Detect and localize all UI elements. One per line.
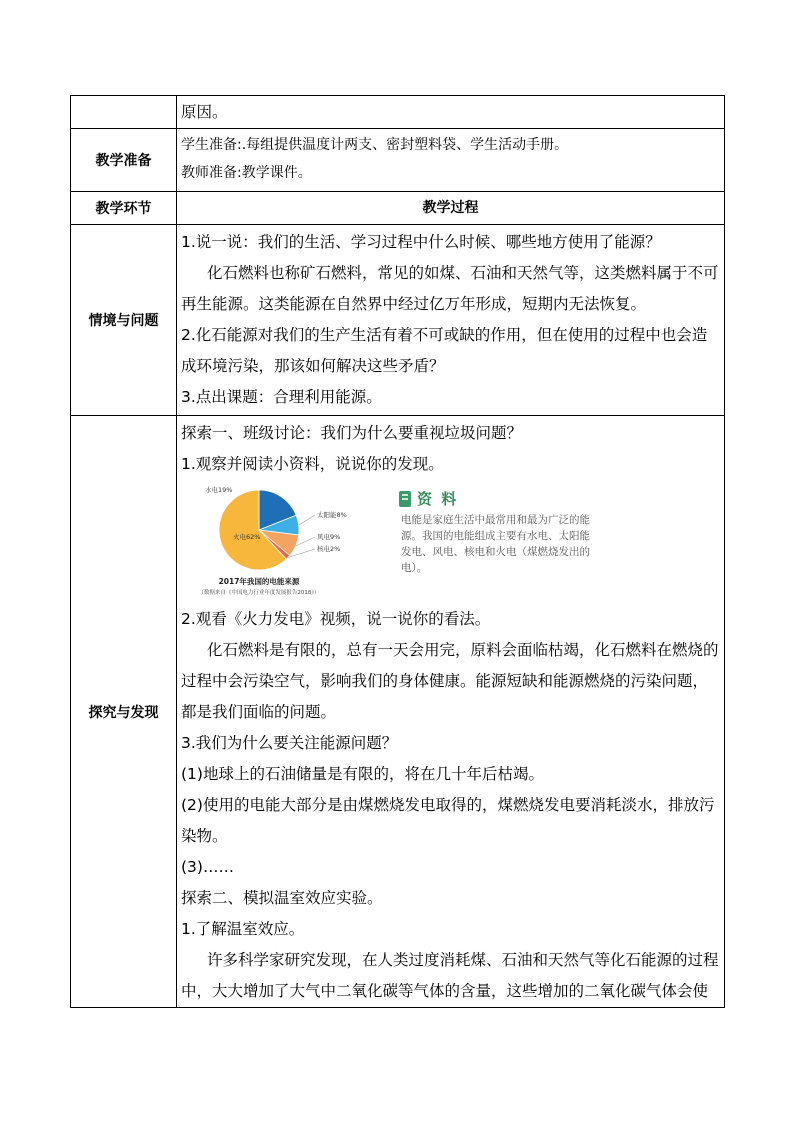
table-row bbox=[71, 96, 725, 129]
content-cell bbox=[177, 129, 725, 192]
leader-line-3 bbox=[296, 537, 315, 546]
paragraph: 许多科学家研究发现，在人类过度消耗煤、石油和天然气等化石能源的过程中，大大增加了大气中二氧化碳等气体的含量，这些增加的二氧化碳气体会使 bbox=[181, 951, 719, 1000]
resource-box bbox=[399, 488, 599, 576]
resource-title: 资 料 bbox=[417, 490, 459, 508]
leader-line-2 bbox=[299, 515, 315, 525]
teacher-prep-line: 教师准备:教学课件。 bbox=[181, 165, 312, 181]
empty-label-cell bbox=[71, 96, 177, 129]
content-cell bbox=[177, 416, 725, 1008]
paragraph: 原因。 bbox=[181, 103, 228, 121]
resource-header bbox=[399, 488, 599, 509]
paragraph: 3.我们为什么要关注能源问题？ bbox=[181, 734, 398, 752]
paragraph: 3.点出课题：合理利用能源。 bbox=[181, 388, 382, 406]
chart-subtitle: （数据来自《中国电力行业年度发展报告2018》） bbox=[198, 590, 320, 596]
process-header: 教学过程 bbox=[422, 200, 479, 216]
row-label-exploration: 探究与发现 bbox=[71, 416, 177, 1008]
lesson-plan-table bbox=[70, 95, 725, 1008]
paragraph: (1)地球上的石油储量是有限的，将在几十年后枯竭。 bbox=[181, 765, 544, 783]
table-row bbox=[71, 416, 725, 1008]
paragraph: 探索一、班级讨论：我们为什么要重视垃圾问题？ bbox=[181, 424, 523, 442]
pie-label-4: 核电2% bbox=[317, 545, 341, 553]
paragraph: 1.观察并阅读小资料，说说你的发现。 bbox=[181, 455, 444, 473]
header-cell bbox=[177, 192, 725, 225]
paragraph: 化石燃料是有限的，总有一天会用完，原料会面临枯竭，化石燃料在燃烧的过程中会污染空气，影响我们的身体健康。能源短缺和能源燃烧的污染问题，都是我们面临的问题。 bbox=[181, 641, 719, 721]
content-cell bbox=[177, 225, 725, 416]
row-label-stage: 教学环节 bbox=[71, 192, 177, 225]
pie-label-1: 水电19% bbox=[205, 486, 233, 494]
row-label-preparation: 教学准备 bbox=[71, 129, 177, 192]
paragraph: 2.观看《火力发电》视频，说一说你的看法。 bbox=[181, 610, 491, 628]
chart-title: 2017年我国的电能来源 bbox=[218, 577, 300, 586]
paragraph: (3)…… bbox=[181, 858, 234, 876]
table-row bbox=[71, 129, 725, 192]
student-prep-line: 学生准备:.每组提供温度计两支、密封塑料袋、学生活动手册。 bbox=[181, 137, 569, 153]
row-label-situation: 情境与问题 bbox=[71, 225, 177, 416]
content-cell bbox=[177, 96, 725, 129]
book-icon bbox=[399, 491, 411, 507]
pie-label-3: 风电9% bbox=[317, 533, 341, 541]
paragraph: 探索二、模拟温室效应实验。 bbox=[181, 889, 383, 907]
resource-text: 电能是家庭生活中最常用和最为广泛的能源。我国的电能组成主要有水电、太阳能发电、风电、核电和火电（煤燃烧发出的电）。 bbox=[401, 514, 590, 574]
table-row bbox=[71, 192, 725, 225]
paragraph: 2.化石能源对我们的生产生活有着不可或缺的作用，但在使用的过程中也会造成环境污染，那该如何解决这些矛盾？ bbox=[181, 326, 708, 375]
table-row bbox=[71, 225, 725, 416]
paragraph: 1.说一说：我们的生活、学习过程中什么时候、哪些地方使用了能源？ bbox=[181, 233, 661, 251]
pie-label-5: 火电62% bbox=[233, 533, 261, 541]
pie-label-2: 太阳能8% bbox=[317, 511, 347, 519]
paragraph: 化石燃料也称矿石燃料，常见的如煤、石油和天然气等，这类燃料属于不可再生能源。这类能源在自然界中经过亿万年形成，短期内无法恢复。 bbox=[181, 264, 719, 313]
paragraph: 1.了解温室效应。 bbox=[181, 920, 305, 938]
paragraph: (2)使用的电能大部分是由煤燃烧发电取得的，煤燃烧发电要消耗淡水，排放污染物。 bbox=[181, 796, 715, 845]
energy-figure bbox=[177, 482, 724, 600]
